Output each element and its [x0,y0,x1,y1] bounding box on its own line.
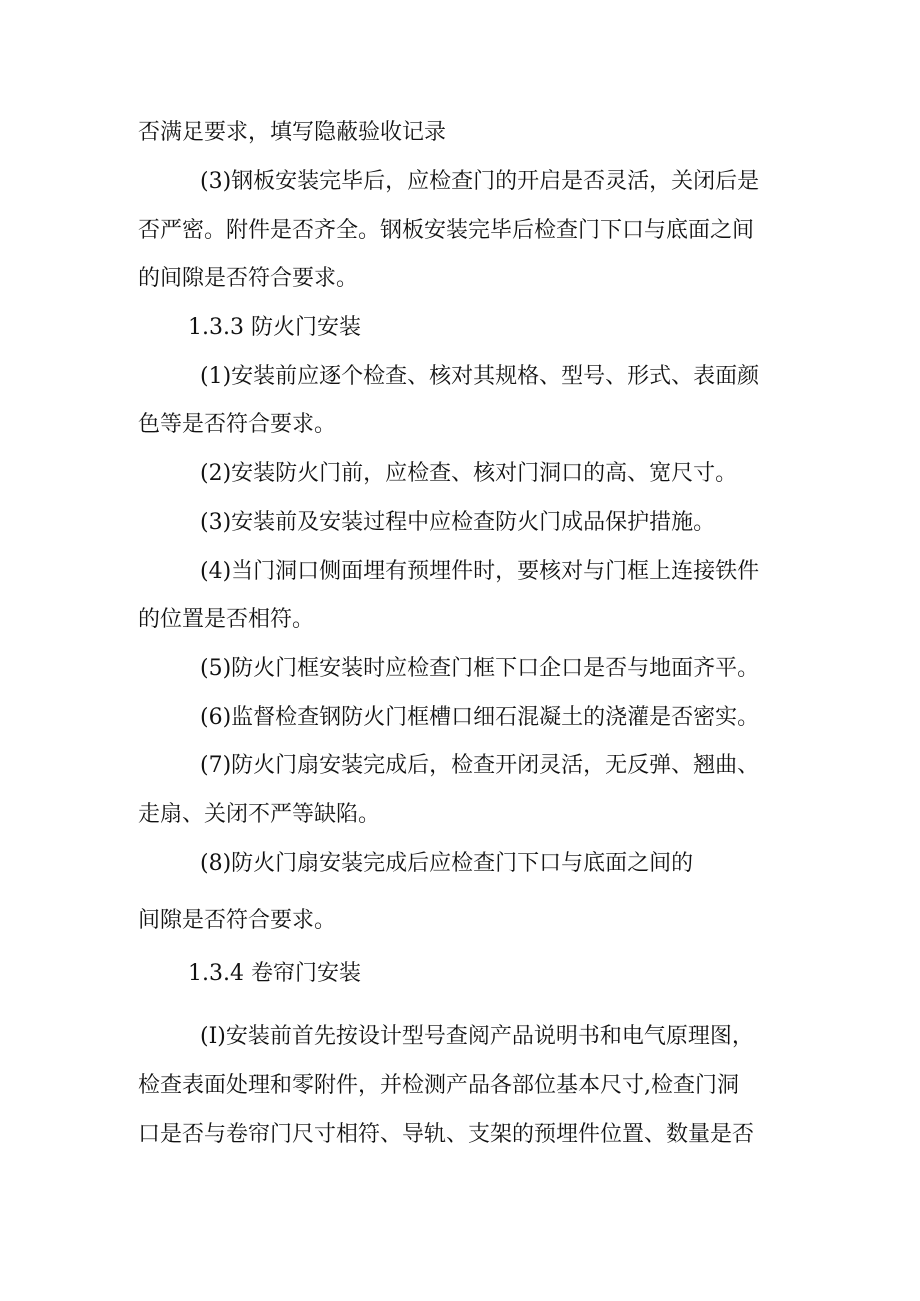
text-line: (7)防火门扇安装完成后，检查开闭灵活，无反弹、翘曲、 [200,753,760,778]
text-line: (1)安装前应逐个检查、核对其规格、型号、形式、表面颜 [200,364,760,389]
text-line: 的间隙是否符合要求。 [138,266,359,291]
text-line: (5)防火门框安装时应检查门框下口企口是否与地面齐平。 [200,656,760,681]
text-line: 口是否与卷帘门尺寸相符、导轨、支架的预埋件位置、数量是否 [138,1122,755,1147]
text-line: (2)安装防火门前，应检查、核对门洞口的高、宽尺寸。 [200,461,738,486]
section-heading: 1.3.4 卷帘门安装 [188,961,361,986]
text-line: (6)监督检查钢防火门框槽口细石混凝土的浇灌是否密实。 [200,705,760,730]
text-line: (I)安装前首先按设计型号查阅产品说明书和电气原理图， [200,1024,754,1049]
text-line: 否满足要求，填写隐蔽验收记录 [138,120,447,145]
text-line: (8)防火门扇安装完成后应检查门下口与底面之间的 [200,851,694,876]
text-line: 走扇、关闭不严等缺陷。 [138,802,381,827]
text-line: (3)钢板安装完毕后，应检查门的开启是否灵活，关闭后是 [200,169,760,194]
text-line: 否严密。附件是否齐全。钢板安装完毕后检查门下口与底面之间 [138,218,755,243]
text-line: (3)安装前及安装过程中应检查防火门成品保护措施。 [200,510,716,535]
text-line: (4)当门洞口侧面埋有预埋件时，要核对与门框上连接铁件 [200,559,760,584]
section-heading: 1.3.3 防火门安装 [188,315,361,340]
text-line: 检查表面处理和零附件，并检测产品各部位基本尺寸,检查门洞 [138,1073,739,1098]
text-line: 色等是否符合要求。 [138,412,337,437]
text-line: 间隙是否符合要求。 [138,908,337,933]
text-line: 的位置是否相符。 [138,607,315,632]
